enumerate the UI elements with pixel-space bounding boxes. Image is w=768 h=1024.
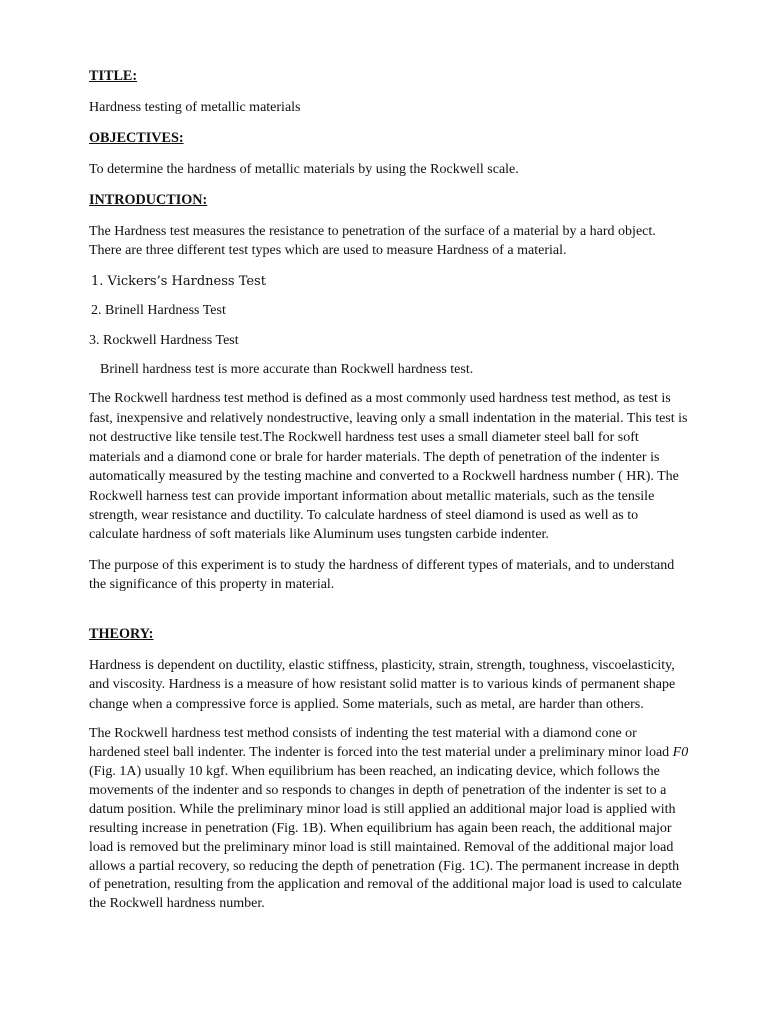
list-item-vickers: 1. Vickers’s Hardness Test	[91, 273, 266, 289]
rockwell-method-paragraph	[89, 725, 690, 914]
theory-heading: THEORY:	[89, 625, 154, 642]
objectives-heading: OBJECTIVES:	[89, 129, 184, 146]
title-text: Hardness testing of metallic materials	[89, 100, 301, 116]
comparison-note: Brinell hardness test is more accurate than Rockwell hardness test.	[100, 362, 474, 378]
introduction-heading: INTRODUCTION:	[89, 191, 208, 208]
method-text-end: (Fig. 1A) usually 10 kgf. When equilibrium has been reached, an indicating device, which follows the movements of the indenter and so responds to changes in depth of penetration of the indenter is set to a datum position. While the preliminary minor load is still applied an additional major load is applied with resulting increase in penetration (Fig. 1B). When equilibrium has again been reach, the additional major load is removed but the preliminary minor load is still maintained. Removal of the additional major load allows a partial recovery, so reducing the depth of penetration (Fig. 1C). The permanent increase in depth of penetration, resulting from the application and removal of the additional major load is used to calculate the Rockwell hardness number.	[89, 763, 682, 912]
theory-paragraph: Hardness is dependent on ductility, elastic stiffness, plasticity, strain, strength, toughness, viscoelasticity, and viscosity. Hardness is a measure of how resistant solid matter is to various kinds of permanent shape change when a compressive force is applied. Some materials, such as metal, are harder than others.	[89, 657, 676, 712]
purpose-paragraph: The purpose of this experiment is to study the hardness of different types of materials, and to understand the significance of this property in material.	[89, 557, 675, 593]
list-item-rockwell: 3. Rockwell Hardness Test	[89, 332, 239, 348]
rockwell-description-paragraph: The Rockwell hardness test method is defined as a most commonly used hardness test method, as test is fast, inexpensive and relatively nondestructive, leaving only a small indentation in the material. This test is not destructive like tensile test.The Rockwell hardness test uses a small diameter steel ball for soft materials and a diamond cone or brale for harder materials. The depth of penetration of the indenter is automatically measured by the testing machine and converted to a Rockwell hardness number ( HR). The Rockwell harness test can provide important information about metallic materials, such as the tensile strength, wear resistance and ductility. To calculate hardness of steel diamond is used as well as to calculate hardness of soft materials like Aluminum uses tungsten carbide indenter.	[89, 391, 688, 543]
list-item-brinell: 2. Brinell Hardness Test	[91, 303, 226, 319]
objectives-text: To determine the hardness of metallic materials by using the Rockwell scale.	[89, 162, 519, 178]
preliminary-load-symbol: F0	[672, 745, 689, 761]
introduction-paragraph: The Hardness test measures the resistance to penetration of the surface of a material by a hard object. There are three different test types which are used to measure Hardness of a material.	[89, 224, 656, 259]
method-text-start: The Rockwell hardness test method consists of indenting the test material with a diamond cone or hardened steel ball indenter. The indenter is forced into the test material under a preliminary minor load	[89, 726, 673, 761]
title-heading: TITLE:	[89, 68, 138, 84]
